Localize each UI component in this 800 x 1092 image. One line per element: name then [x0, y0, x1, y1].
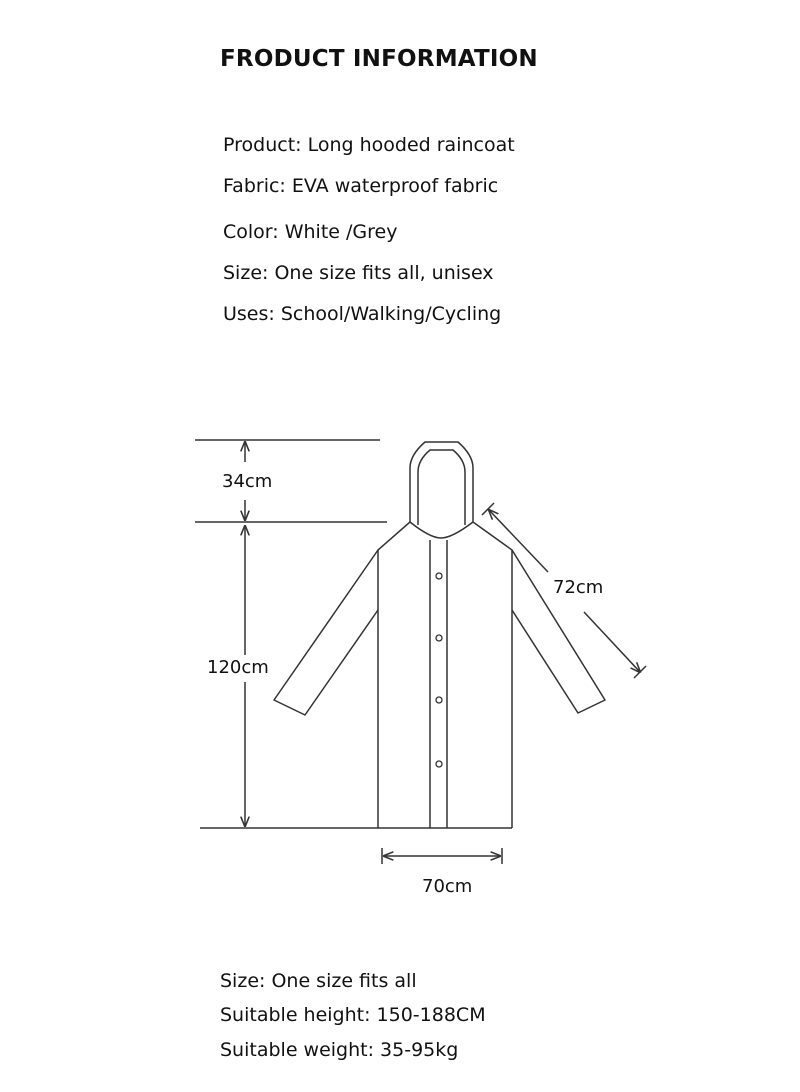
footer-height: Suitable height: 150-188CM [220, 1004, 486, 1026]
button-icon [436, 635, 442, 641]
width-label: 70cm [422, 876, 473, 897]
button-icon [436, 761, 442, 767]
info-fabric: Fabric: EVA waterproof fabric [223, 175, 499, 197]
button-icon [436, 573, 442, 579]
collar [410, 522, 473, 538]
hood-inner [418, 450, 465, 525]
body-length-label: 120cm [207, 657, 269, 678]
info-product: Product: Long hooded raincoat [223, 134, 515, 156]
hood-height-label: 34cm [222, 471, 273, 492]
info-size: Size: One size fits all, unisex [223, 262, 494, 284]
info-color: Color: White /Grey [223, 221, 398, 243]
info-uses: Uses: School/Walking/Cycling [223, 303, 502, 325]
footer-size: Size: One size fits all [220, 970, 417, 992]
right-sleeve [473, 522, 605, 713]
sleeve-length-label: 72cm [553, 577, 604, 598]
sleeve-arrow-lower [584, 612, 640, 672]
footer-weight: Suitable weight: 35-95kg [220, 1039, 459, 1061]
buttons [436, 573, 442, 767]
hood-outer [410, 442, 473, 522]
sleeve-arrow-upper [489, 510, 548, 572]
page-title: FRODUCT INFORMATION [220, 46, 538, 72]
button-icon [436, 697, 442, 703]
left-sleeve [274, 522, 410, 715]
